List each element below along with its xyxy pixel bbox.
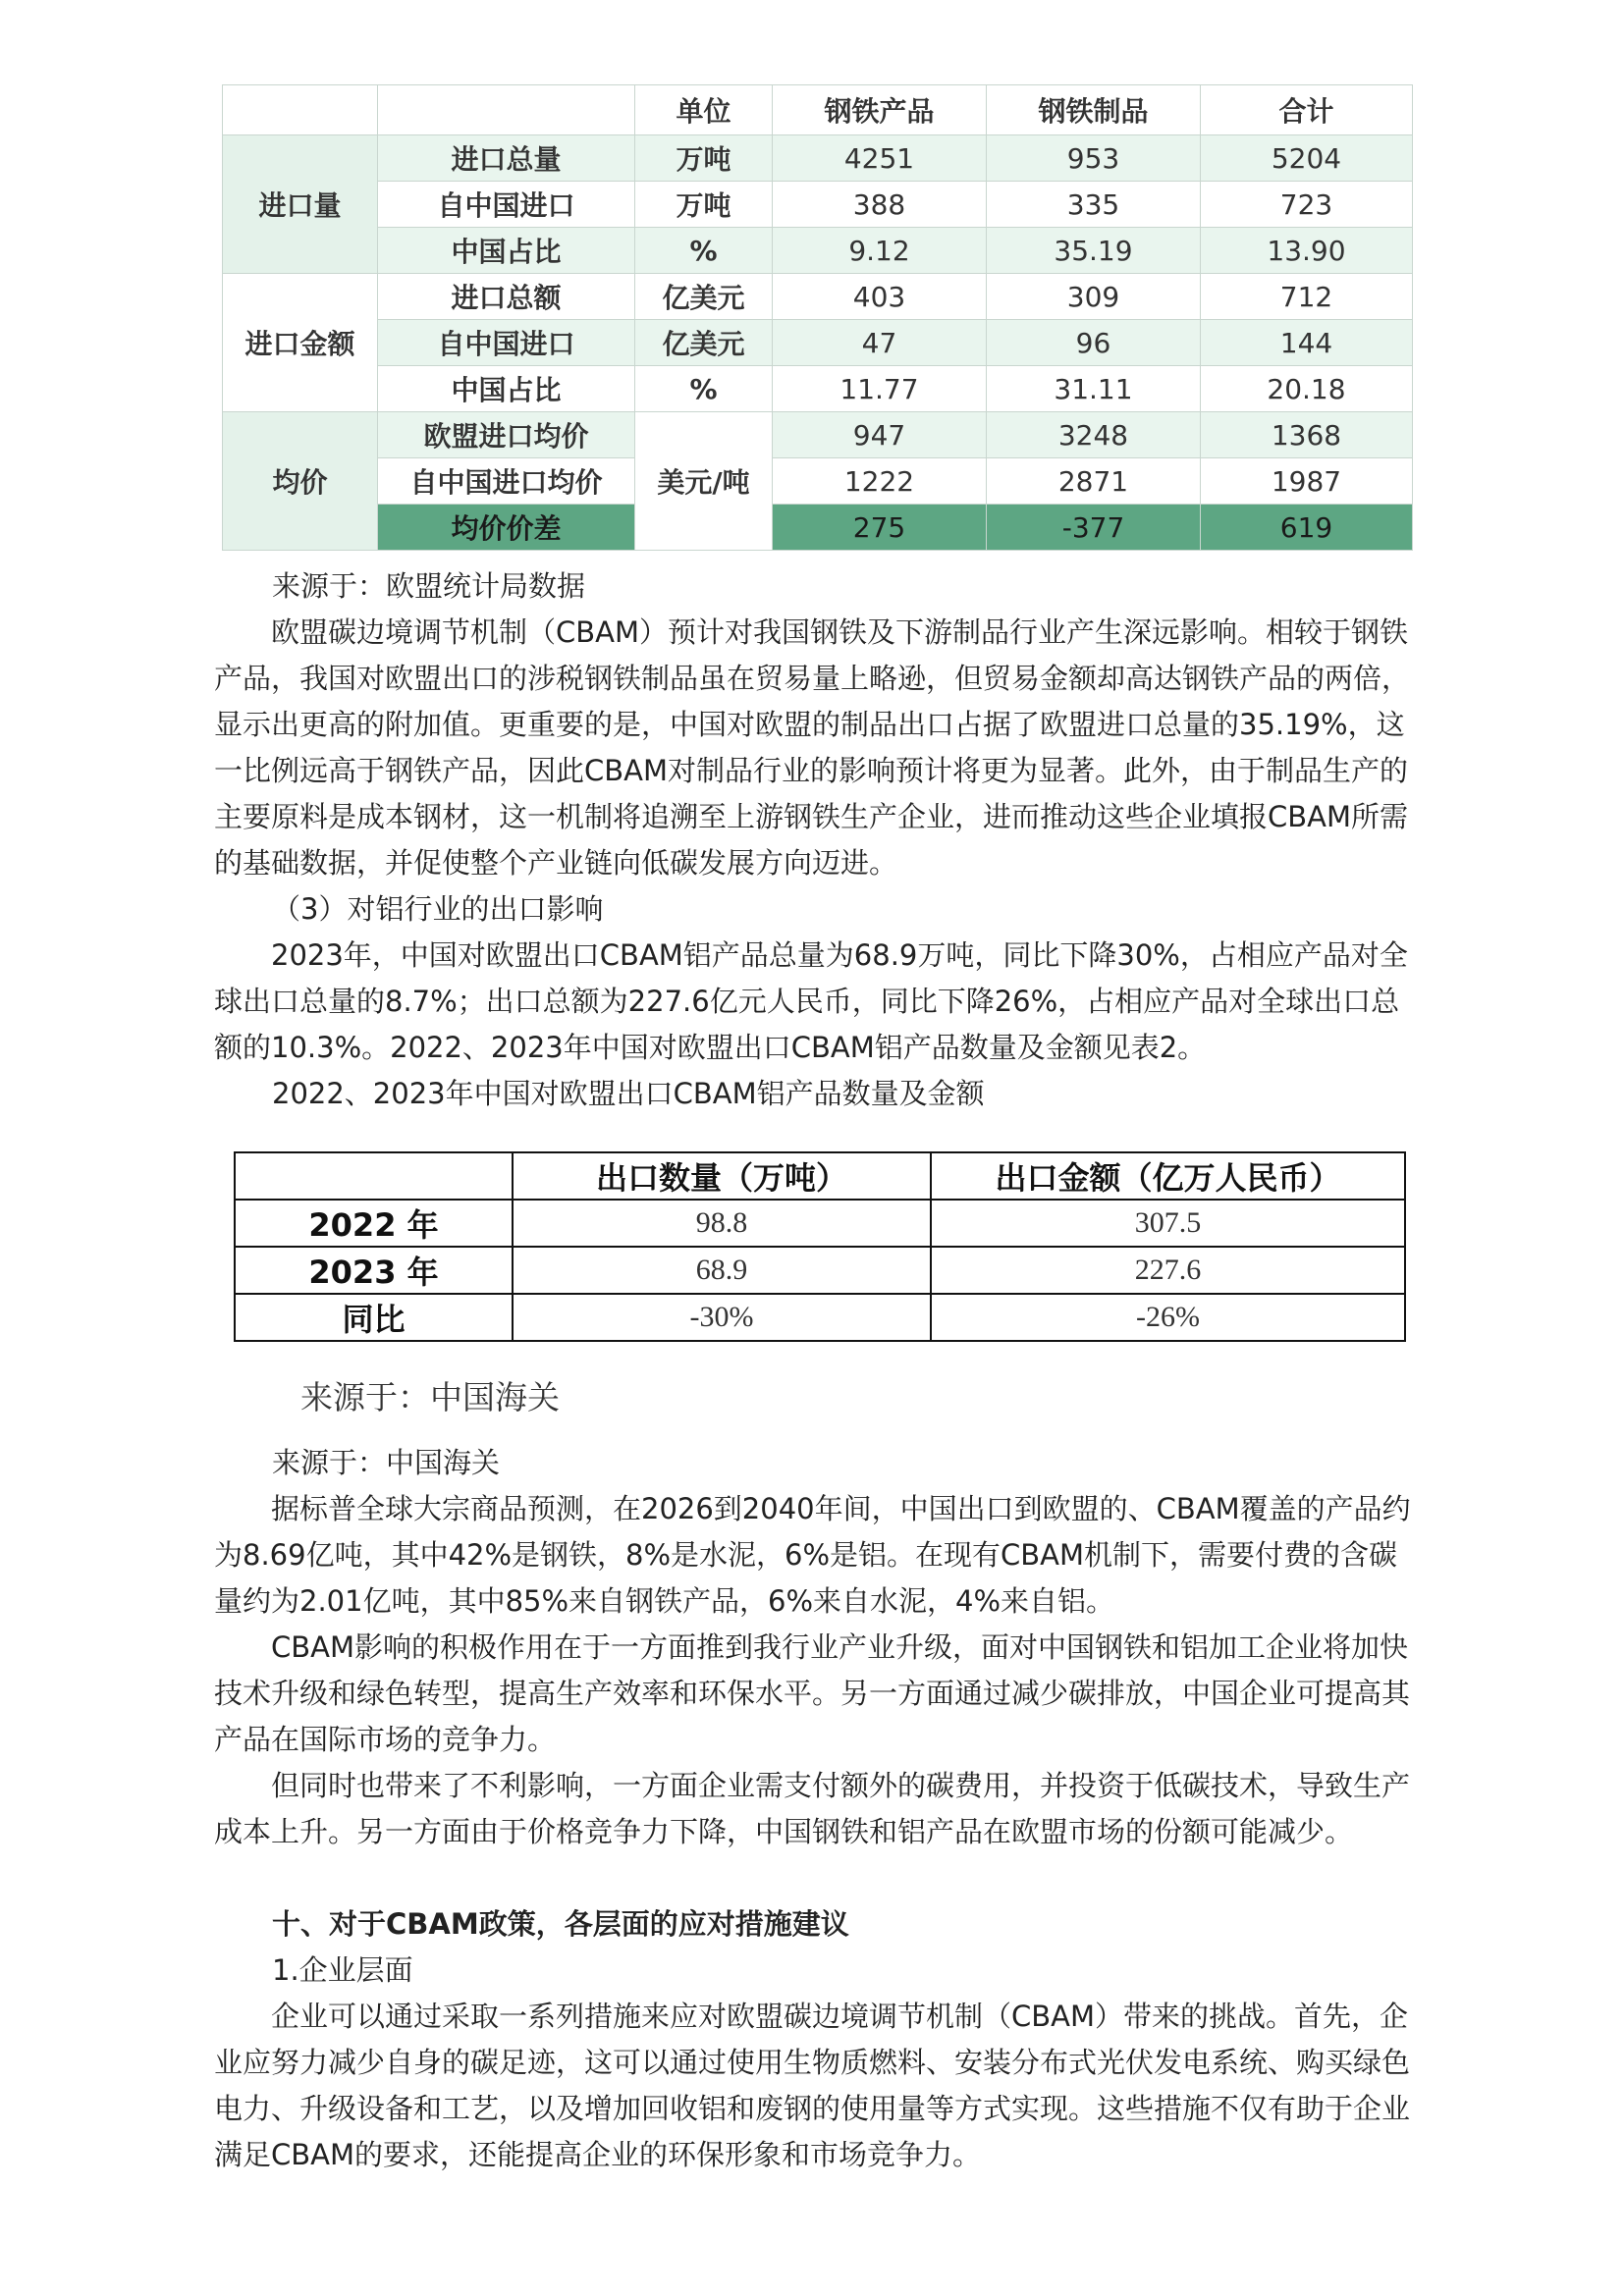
cell-products: 309 — [987, 274, 1201, 320]
eu-steel-import-table — [222, 84, 1413, 551]
row-label: 2022 年 — [235, 1200, 513, 1247]
cell-total: 5204 — [1201, 135, 1413, 182]
cell-products: 2871 — [987, 458, 1201, 505]
row-label: 进口总额 — [378, 274, 635, 320]
row-label: 同比 — [235, 1294, 513, 1341]
cell-steel: 947 — [773, 412, 987, 458]
cell-total: 144 — [1201, 320, 1413, 366]
header-export-amount: 出口金额（亿万人民币） — [931, 1152, 1405, 1200]
cell-steel: 388 — [773, 182, 987, 228]
header-steel-goods: 钢铁制品 — [987, 85, 1201, 135]
paragraph: 企业可以通过采取一系列措施来应对欧盟碳边境调节机制（CBAM）带来的挑战。首先，企业应努力减少自身的碳足迹，这可以通过使用生物质燃料、安装分布式光伏发电系统、购买绿色电力、升级设备和工艺，以及增加回收铝和废钢的使用量等方式实现。这些措施不仅有助于企业满足CBAM的要求，还能提高企业的环保形象和市场竞争力。 — [214, 2000, 1411, 2171]
cell-products: 953 — [987, 135, 1201, 182]
table-row — [223, 135, 1413, 182]
paragraph: 但同时也带来了不利影响，一方面企业需支付额外的碳费用，并投资于低碳技术，导致生产成本上升。另一方面由于价格竞争力下降，中国钢铁和铝产品在欧盟市场的份额可能减少。 — [214, 1769, 1411, 1848]
cell-qty: -30% — [513, 1294, 931, 1341]
header-cell — [235, 1152, 513, 1200]
subsection-heading: 1.企业层面 — [272, 1953, 413, 1987]
row-label: 进口总量 — [378, 135, 635, 182]
header-total: 合计 — [1201, 85, 1413, 135]
table-header-row — [235, 1152, 1405, 1200]
cell-steel: 11.77 — [773, 366, 987, 412]
row-label: 欧盟进口均价 — [378, 412, 635, 458]
cell-total: 1987 — [1201, 458, 1413, 505]
group-import-volume: 进口量 — [223, 135, 378, 274]
table-row — [223, 274, 1413, 320]
table-row — [235, 1200, 1405, 1247]
cell-amount: -26% — [931, 1294, 1405, 1341]
cell-total: 723 — [1201, 182, 1413, 228]
table-header-row — [223, 85, 1413, 135]
header-cell — [223, 85, 378, 135]
row-unit: 美元/吨 — [635, 412, 773, 551]
paragraph: 2023年，中国对欧盟出口CBAM铝产品总量为68.9万吨，同比下降30%，占相应产品对全球出口总量的8.7%；出口总额为227.6亿元人民币，同比下降26%，占相应产品对全球出口总额的10.3%。2022、2023年中国对欧盟出口CBAM铝产品数量及金额见表2。 — [214, 938, 1408, 1064]
header-cell — [378, 85, 635, 135]
row-label: 自中国进口 — [378, 320, 635, 366]
aluminum-export-table — [234, 1151, 1406, 1342]
table-caption: 2022、2023年中国对欧盟出口CBAM铝产品数量及金额 — [272, 1077, 985, 1110]
table-row — [223, 228, 1413, 274]
row-unit: 亿美元 — [635, 274, 773, 320]
source-note: 来源于：欧盟统计局数据 — [272, 569, 586, 603]
row-label: 中国占比 — [378, 366, 635, 412]
cell-steel: 9.12 — [773, 228, 987, 274]
paragraph: 欧盟碳边境调节机制（CBAM）预计对我国钢铁及下游制品行业产生深远影响。相较于钢铁产品，我国对欧盟出口的涉税钢铁制品虽在贸易量上略逊，但贸易金额却高达钢铁产品的两倍，显示出更高的附加值。更重要的是，中国对欧盟的制品出口占据了欧盟进口总量的35.19%，这一比例远高于钢铁产品，因此CBAM对制品行业的影响预计将更为显著。此外，由于制品生产的主要原料是成本钢材，这一机制将追溯至上游钢铁生产企业，进而推动这些企业填报CBAM所需的基础数据，并促使整个产业链向低碳发展方向迈进。 — [214, 615, 1411, 880]
cell-steel: 1222 — [773, 458, 987, 505]
header-steel-products: 钢铁产品 — [773, 85, 987, 135]
cell-products: -377 — [987, 505, 1201, 551]
cell-products: 96 — [987, 320, 1201, 366]
cell-products: 35.19 — [987, 228, 1201, 274]
cell-amount: 227.6 — [931, 1247, 1405, 1294]
cell-total: 13.90 — [1201, 228, 1413, 274]
paragraph: CBAM影响的积极作用在于一方面推到我行业产业升级，面对中国钢铁和铝加工企业将加快技术升级和绿色转型，提高生产效率和环保水平。另一方面通过减少碳排放，中国企业可提高其产品在国际市场的竞争力。 — [214, 1630, 1411, 1756]
row-unit: 亿美元 — [635, 320, 773, 366]
table-row — [223, 320, 1413, 366]
cell-qty: 98.8 — [513, 1200, 931, 1247]
table-row — [223, 366, 1413, 412]
row-label: 中国占比 — [378, 228, 635, 274]
header-export-qty: 出口数量（万吨） — [513, 1152, 931, 1200]
section-heading: （3）对铝行业的出口影响 — [272, 892, 604, 926]
cell-products: 335 — [987, 182, 1201, 228]
table-row — [235, 1247, 1405, 1294]
cell-total: 712 — [1201, 274, 1413, 320]
source-note-image: 来源于：中国海关 — [300, 1378, 560, 1416]
cell-qty: 68.9 — [513, 1247, 931, 1294]
cell-total: 20.18 — [1201, 366, 1413, 412]
header-unit: 单位 — [635, 85, 773, 135]
row-label: 2023 年 — [235, 1247, 513, 1294]
cell-steel: 4251 — [773, 135, 987, 182]
cell-steel: 47 — [773, 320, 987, 366]
cell-steel: 403 — [773, 274, 987, 320]
source-note: 来源于：中国海关 — [272, 1446, 501, 1479]
cell-products: 31.11 — [987, 366, 1201, 412]
group-import-value: 进口金额 — [223, 274, 378, 412]
row-label: 自中国进口均价 — [378, 458, 635, 505]
row-unit: 万吨 — [635, 182, 773, 228]
section-heading: 十、对于CBAM政策，各层面的应对措施建议 — [272, 1907, 849, 1941]
table-row — [235, 1294, 1405, 1341]
cell-amount: 307.5 — [931, 1200, 1405, 1247]
table-row — [223, 458, 1413, 505]
cell-steel: 275 — [773, 505, 987, 551]
group-avg-price: 均价 — [223, 412, 378, 551]
row-unit: % — [635, 228, 773, 274]
row-unit: 万吨 — [635, 135, 773, 182]
table-row — [223, 505, 1413, 551]
row-label: 自中国进口 — [378, 182, 635, 228]
paragraph: 据标普全球大宗商品预测，在2026到2040年间，中国出口到欧盟的、CBAM覆盖的产品约为8.69亿吨，其中42%是钢铁，8%是水泥，6%是铝。在现有CBAM机制下，需要付费的含碳量约为2.01亿吨，其中85%来自钢铁产品，6%来自水泥，4%来自铝。 — [214, 1492, 1411, 1618]
row-unit: % — [635, 366, 773, 412]
cell-products: 3248 — [987, 412, 1201, 458]
cell-total: 1368 — [1201, 412, 1413, 458]
cell-total: 619 — [1201, 505, 1413, 551]
table-row — [223, 412, 1413, 458]
row-label: 均价价差 — [378, 505, 635, 551]
table-row — [223, 182, 1413, 228]
